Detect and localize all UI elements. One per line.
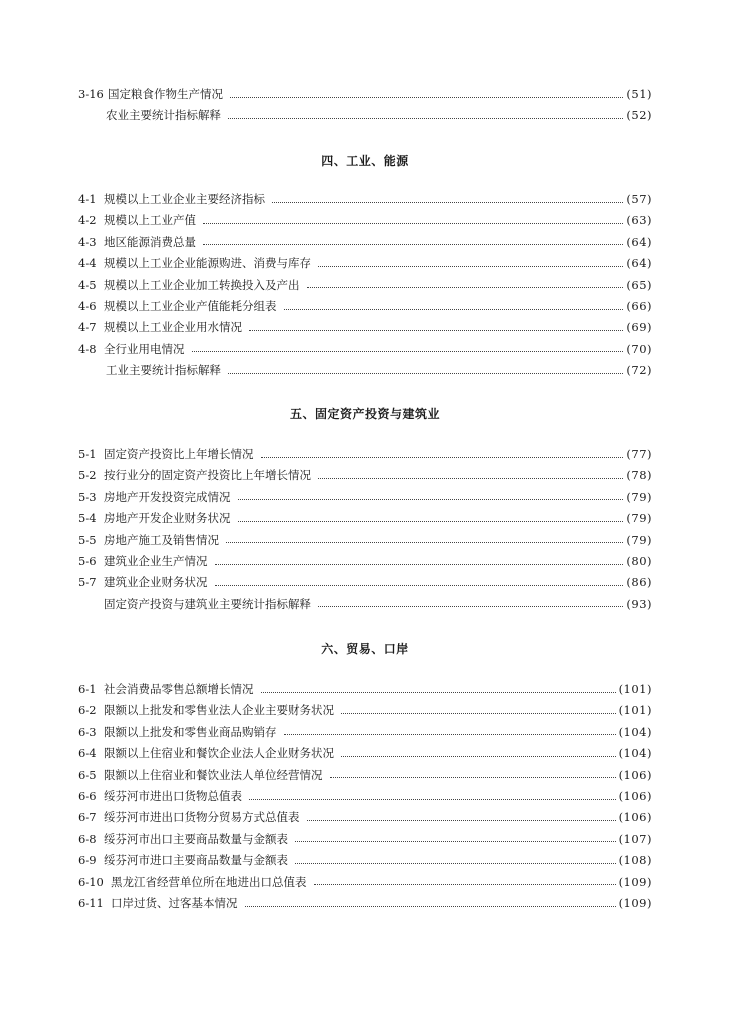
entry-title: 黑龙江省经营单位所在地进出口总值表 bbox=[111, 874, 307, 889]
entry-page: (63) bbox=[626, 213, 652, 228]
entry-page: (52) bbox=[626, 108, 652, 123]
dot-leader bbox=[192, 350, 624, 352]
toc-entry[interactable] bbox=[78, 679, 652, 700]
toc-entry[interactable] bbox=[78, 360, 652, 381]
toc-entry[interactable] bbox=[78, 551, 652, 572]
entry-title: 全行业用电情况 bbox=[104, 341, 185, 356]
dot-leader bbox=[228, 117, 623, 119]
entry-title: 固定资产投资与建筑业主要统计指标解释 bbox=[104, 596, 311, 611]
entry-page: (107) bbox=[618, 831, 652, 846]
entry-title: 规模以上工业产值 bbox=[104, 213, 196, 228]
entry-title: 绥芬河市进出口货物总值表 bbox=[104, 788, 242, 803]
toc-entry[interactable] bbox=[78, 189, 652, 210]
dot-leader bbox=[295, 862, 616, 864]
toc-entry[interactable] bbox=[78, 850, 652, 871]
entry-page: (106) bbox=[618, 788, 652, 803]
entry-page: (66) bbox=[626, 298, 652, 313]
entry-number: 4-8 bbox=[78, 341, 97, 356]
dot-leader bbox=[215, 584, 624, 586]
toc-entry[interactable] bbox=[78, 339, 652, 360]
entry-title: 绥芬河市出口主要商品数量与金额表 bbox=[104, 831, 288, 846]
dot-leader bbox=[203, 222, 623, 224]
entry-number: 5-6 bbox=[78, 553, 97, 568]
toc-section-6 bbox=[78, 679, 652, 914]
entry-number: 6-6 bbox=[78, 788, 97, 803]
entry-title: 规模以上工业企业主要经济指标 bbox=[104, 192, 265, 206]
entry-number: 6-10 bbox=[78, 874, 104, 889]
entry-title: 按行业分的固定资产投资比上年增长情况 bbox=[104, 468, 311, 483]
toc-top-group bbox=[78, 84, 652, 127]
entry-page: (79) bbox=[626, 532, 652, 547]
entry-title: 限额以上住宿业和餐饮企业法人企业财务状况 bbox=[104, 746, 334, 761]
toc-entry[interactable] bbox=[78, 807, 652, 828]
dot-leader bbox=[249, 798, 616, 800]
entry-title: 口岸过货、过客基本情况 bbox=[111, 895, 238, 910]
entry-number: 6-9 bbox=[78, 853, 97, 868]
dot-leader bbox=[249, 329, 623, 331]
entry-title: 限额以上批发和零售业商品购销存 bbox=[104, 724, 277, 739]
toc-entry[interactable] bbox=[78, 765, 652, 786]
dot-leader bbox=[284, 733, 616, 735]
entry-page: (93) bbox=[626, 596, 652, 611]
entry-page: (104) bbox=[618, 724, 652, 739]
entry-page: (72) bbox=[626, 363, 652, 378]
dot-leader bbox=[307, 286, 624, 288]
dot-leader bbox=[238, 520, 624, 522]
section-title: 五、固定资产投资与建筑业 bbox=[289, 407, 440, 421]
dot-leader bbox=[228, 372, 623, 374]
entry-number: 6-7 bbox=[78, 810, 97, 825]
entry-page: (70) bbox=[626, 341, 652, 356]
dot-leader bbox=[314, 883, 616, 885]
toc-entry[interactable] bbox=[78, 275, 652, 296]
entry-page: (101) bbox=[618, 703, 652, 718]
entry-page: (57) bbox=[626, 192, 652, 206]
toc-entry[interactable] bbox=[78, 210, 652, 231]
toc-entry[interactable] bbox=[78, 232, 652, 253]
dot-leader bbox=[272, 201, 623, 203]
entry-title: 限额以上批发和零售业法人企业主要财务状况 bbox=[104, 703, 334, 718]
entry-number: 5-3 bbox=[78, 489, 97, 504]
toc-entry[interactable] bbox=[78, 444, 652, 465]
entry-title: 建筑业企业财务状况 bbox=[104, 575, 208, 590]
toc-entry[interactable] bbox=[78, 530, 652, 551]
entry-page: (79) bbox=[626, 511, 652, 526]
entry-title: 规模以上工业企业加工转换投入及产出 bbox=[104, 277, 300, 292]
entry-number: 4-4 bbox=[78, 256, 97, 271]
dot-leader bbox=[226, 541, 623, 543]
entry-title: 房地产开发投资完成情况 bbox=[104, 489, 231, 504]
entry-number: 4-1 bbox=[78, 192, 97, 206]
entry-page: (69) bbox=[626, 320, 652, 335]
entry-page: (79) bbox=[626, 489, 652, 504]
entry-page: (108) bbox=[618, 853, 652, 868]
dot-leader bbox=[295, 840, 616, 842]
entry-number: 5-4 bbox=[78, 511, 97, 526]
entry-number: 4-5 bbox=[78, 277, 97, 292]
entry-title: 房地产开发企业财务状况 bbox=[104, 511, 231, 526]
dot-leader bbox=[245, 905, 616, 907]
toc-entry[interactable] bbox=[78, 508, 652, 529]
toc-entry[interactable] bbox=[78, 253, 652, 274]
dot-leader bbox=[318, 477, 623, 479]
entry-page: (109) bbox=[618, 895, 652, 910]
entry-number: 6-8 bbox=[78, 831, 97, 846]
dot-leader bbox=[330, 776, 616, 778]
dot-leader bbox=[215, 563, 624, 565]
entry-title: 绥芬河市进口主要商品数量与金额表 bbox=[104, 853, 288, 868]
entry-title: 房地产施工及销售情况 bbox=[104, 532, 219, 547]
entry-page: (86) bbox=[626, 575, 652, 590]
toc-entry[interactable] bbox=[78, 893, 652, 914]
entry-number: 4-6 bbox=[78, 298, 97, 313]
entry-number: 6-3 bbox=[78, 724, 97, 739]
entry-page: (78) bbox=[626, 468, 652, 483]
entry-number: 5-1 bbox=[78, 447, 97, 461]
entry-number: 6-2 bbox=[78, 703, 97, 718]
toc-entry[interactable] bbox=[78, 317, 652, 338]
dot-leader bbox=[307, 819, 616, 821]
toc-entry[interactable] bbox=[78, 296, 652, 317]
entry-title: 规模以上工业企业用水情况 bbox=[104, 320, 242, 335]
toc-entry[interactable] bbox=[78, 829, 652, 850]
toc-entry[interactable] bbox=[78, 487, 652, 508]
entry-number: 4-2 bbox=[78, 213, 97, 228]
dot-leader bbox=[238, 498, 624, 500]
dot-leader bbox=[341, 755, 616, 757]
entry-number: 6-4 bbox=[78, 746, 97, 761]
toc-entry[interactable] bbox=[78, 700, 652, 721]
entry-page: (51) bbox=[626, 87, 652, 101]
entry-page: (64) bbox=[626, 234, 652, 249]
toc-section-5 bbox=[78, 444, 652, 615]
entry-number: 4-3 bbox=[78, 234, 97, 249]
entry-page: (109) bbox=[618, 874, 652, 889]
dot-leader bbox=[318, 605, 623, 607]
entry-number: 3-16 bbox=[78, 87, 104, 101]
entry-page: (77) bbox=[626, 447, 652, 461]
entry-number: 6-11 bbox=[78, 895, 104, 910]
entry-title: 规模以上工业企业产值能耗分组表 bbox=[104, 298, 277, 313]
entry-number: 5-5 bbox=[78, 532, 97, 547]
dot-leader bbox=[261, 691, 616, 693]
entry-page: (106) bbox=[618, 810, 652, 825]
entry-page: (80) bbox=[626, 553, 652, 568]
dot-leader bbox=[261, 456, 624, 458]
entry-title: 工业主要统计指标解释 bbox=[106, 363, 221, 378]
entry-title: 国定粮食作物生产情况 bbox=[108, 87, 223, 101]
section-title: 四、工业、能源 bbox=[321, 154, 409, 168]
entry-number: 6-1 bbox=[78, 682, 97, 696]
entry-number: 5-2 bbox=[78, 468, 97, 483]
entry-title: 绥芬河市进出口货物分贸易方式总值表 bbox=[104, 810, 300, 825]
entry-page: (104) bbox=[618, 746, 652, 761]
dot-leader bbox=[284, 308, 624, 310]
section-title: 六、贸易、口岸 bbox=[321, 642, 409, 656]
toc-entry[interactable] bbox=[78, 722, 652, 743]
toc-entry[interactable] bbox=[78, 743, 652, 764]
entry-page: (106) bbox=[618, 767, 652, 782]
dot-leader bbox=[203, 243, 623, 245]
entry-title: 农业主要统计指标解释 bbox=[106, 108, 221, 123]
toc-entry[interactable] bbox=[78, 105, 652, 126]
entry-page: (64) bbox=[626, 256, 652, 271]
entry-title: 地区能源消费总量 bbox=[104, 234, 196, 249]
dot-leader bbox=[341, 712, 616, 714]
toc-entry[interactable] bbox=[78, 84, 652, 105]
dot-leader bbox=[230, 96, 623, 98]
toc-entry[interactable] bbox=[78, 872, 652, 893]
dot-leader bbox=[318, 265, 623, 267]
entry-title: 建筑业企业生产情况 bbox=[104, 553, 208, 568]
toc-section-4 bbox=[78, 189, 652, 382]
entry-number: 5-7 bbox=[78, 575, 97, 590]
entry-title: 规模以上工业企业能源购进、消费与库存 bbox=[104, 256, 311, 271]
toc-entry[interactable] bbox=[78, 594, 652, 615]
entry-page: (101) bbox=[618, 682, 652, 696]
toc-entry[interactable] bbox=[78, 572, 652, 593]
entry-title: 限额以上住宿业和餐饮业法人单位经营情况 bbox=[104, 767, 323, 782]
entry-title: 固定资产投资比上年增长情况 bbox=[104, 447, 254, 461]
toc-entry[interactable] bbox=[78, 786, 652, 807]
entry-number: 6-5 bbox=[78, 767, 97, 782]
entry-number: 4-7 bbox=[78, 320, 97, 335]
entry-title: 社会消费品零售总额增长情况 bbox=[104, 682, 254, 696]
toc-entry[interactable] bbox=[78, 465, 652, 486]
entry-page: (65) bbox=[626, 277, 652, 292]
